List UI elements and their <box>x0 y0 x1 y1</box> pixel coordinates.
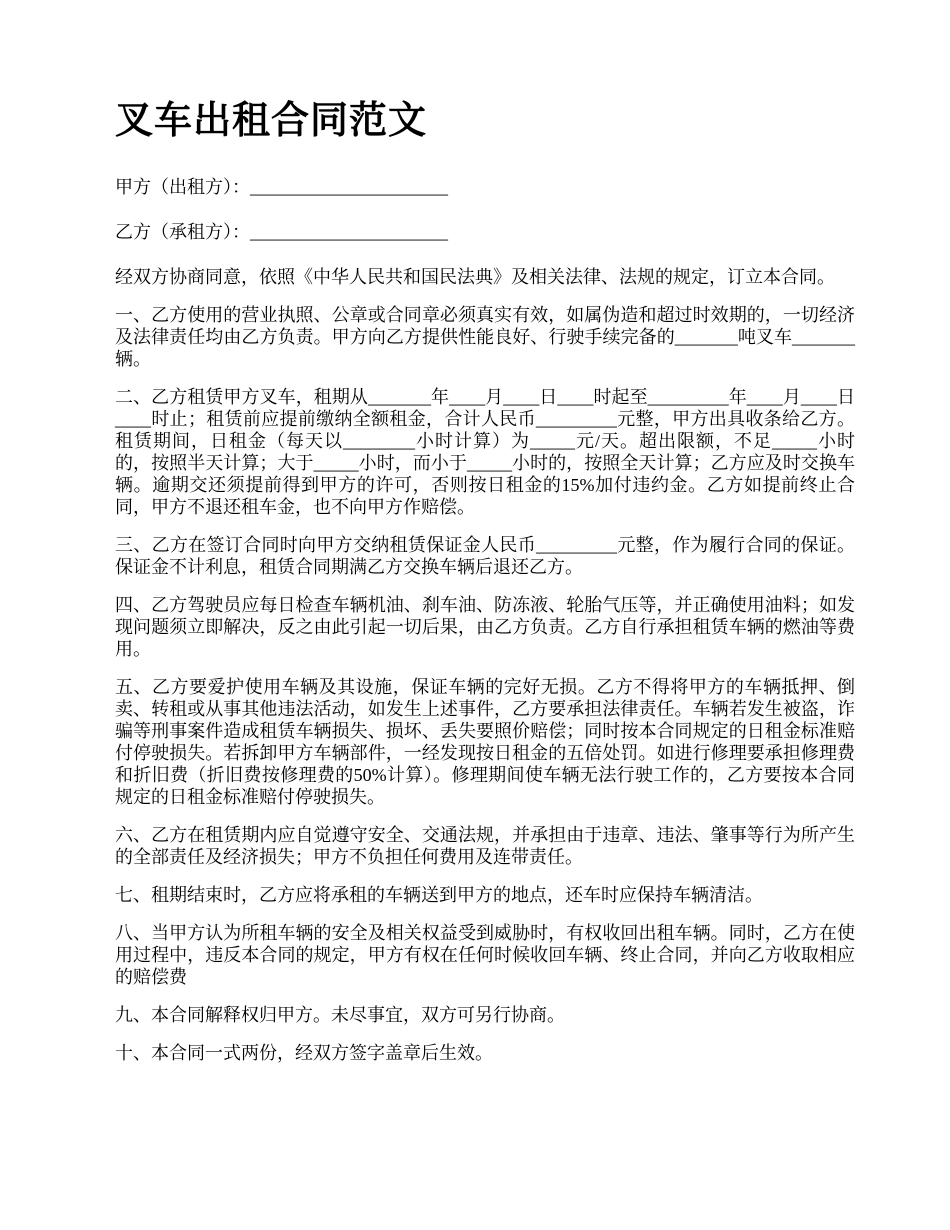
contract-clause: 五、乙方要爱护使用车辆及其设施，保证车辆的完好无损。乙方不得将甲方的车辆抵押、倒卖、转租或从事其他违法活动，如发生上述事件，乙方要承担法律责任。车辆若发生被盗，诈骗等刑事案件造成租赁车辆损失、损坏、丢失要照价赔偿；同时按本合同规定的日租金标准赔付停驶损失。若拆卸甲方车辆部件，一经发现按日租金的五倍处罚。如进行修理要承担修理费和折旧费（折旧费按修理费的50%计算）。修理期间使车辆无法行驶工作的，乙方要按本合同规定的日租金标准赔付停驶损失。 <box>115 676 855 807</box>
contract-clause: 七、租期结束时，乙方应将承租的车辆送到甲方的地点，还车时应保持车辆清洁。 <box>115 884 763 905</box>
party-b-line <box>115 221 855 243</box>
document-title: 叉车出租合同范文 <box>115 100 428 142</box>
contract-clause: 九、本合同解释权归甲方。未尽事宜，双方可另行协商。 <box>115 1004 565 1025</box>
party-a-blank: ______________________ <box>250 176 448 197</box>
contract-clauses <box>115 304 855 1064</box>
contract-clause: 三、乙方在签订合同时向甲方交纳租赁保证金人民币_________元整，作为履行合同的保证。保证金不计利息，租赁合同期满乙方交换车辆后退还乙方。 <box>115 534 855 577</box>
party-a-label: 甲方（出租方）： <box>115 176 250 197</box>
contract-clause: 八、当甲方认为所租车辆的安全及相关权益受到威胁时，有权收回出租车辆。同时，乙方在使用过程中，违反本合同的规定，甲方有权在任何时候收回车辆、终止合同，并向乙方收取相应的赔偿费 <box>115 922 855 987</box>
party-b-blank: ______________________ <box>250 221 448 242</box>
contract-clause: 一、乙方使用的营业执照、公章或合同章必须真实有效，如属伪造和超过时效期的，一切经济及法律责任均由乙方负责。甲方向乙方提供性能良好、行驶手续完备的_______吨叉车_______辆。 <box>115 304 855 369</box>
party-b-label: 乙方（承租方）： <box>115 221 250 242</box>
contract-clause: 六、乙方在租赁期内应自觉遵守安全、交通法规，并承担由于违章、违法、肇事等行为所产生的全部责任及经济损失；甲方不负担任何费用及连带责任。 <box>115 824 855 867</box>
party-a-line <box>115 176 855 198</box>
contract-clause: 二、乙方租赁甲方叉车，租期从_______年____月____日____时起至_________年____月____日____时止；租赁前应提前缴纳全额租金，合计人民币_________元整，甲方出具收条给乙方。租赁期间，日租金（每天以________小时计算）为_____元/天。超出限额，不足_____小时的，按照半天计算；大于_____小时，而小于_____小时的，按照全天计算；乙方应及时交换车辆。逾期交还须提前得到甲方的许可，否则按日租金的15%加付违约金。乙方如提前终止合同，甲方不退还租车金，也不向甲方作赔偿。 <box>115 386 855 517</box>
contract-clause: 十、本合同一式两份，经双方签字盖章后生效。 <box>115 1042 493 1063</box>
intro-paragraph: 经双方协商同意，依照《中华人民共和国民法典》及相关法律、法规的规定，订立本合同。 <box>115 266 835 287</box>
contract-clause: 四、乙方驾驶员应每日检查车辆机油、刹车油、防冻液、轮胎气压等，并正确使用油料；如发现问题须立即解决，反之由此引起一切后果，由乙方负责。乙方自行承担租赁车辆的燃油等费用。 <box>115 594 855 659</box>
